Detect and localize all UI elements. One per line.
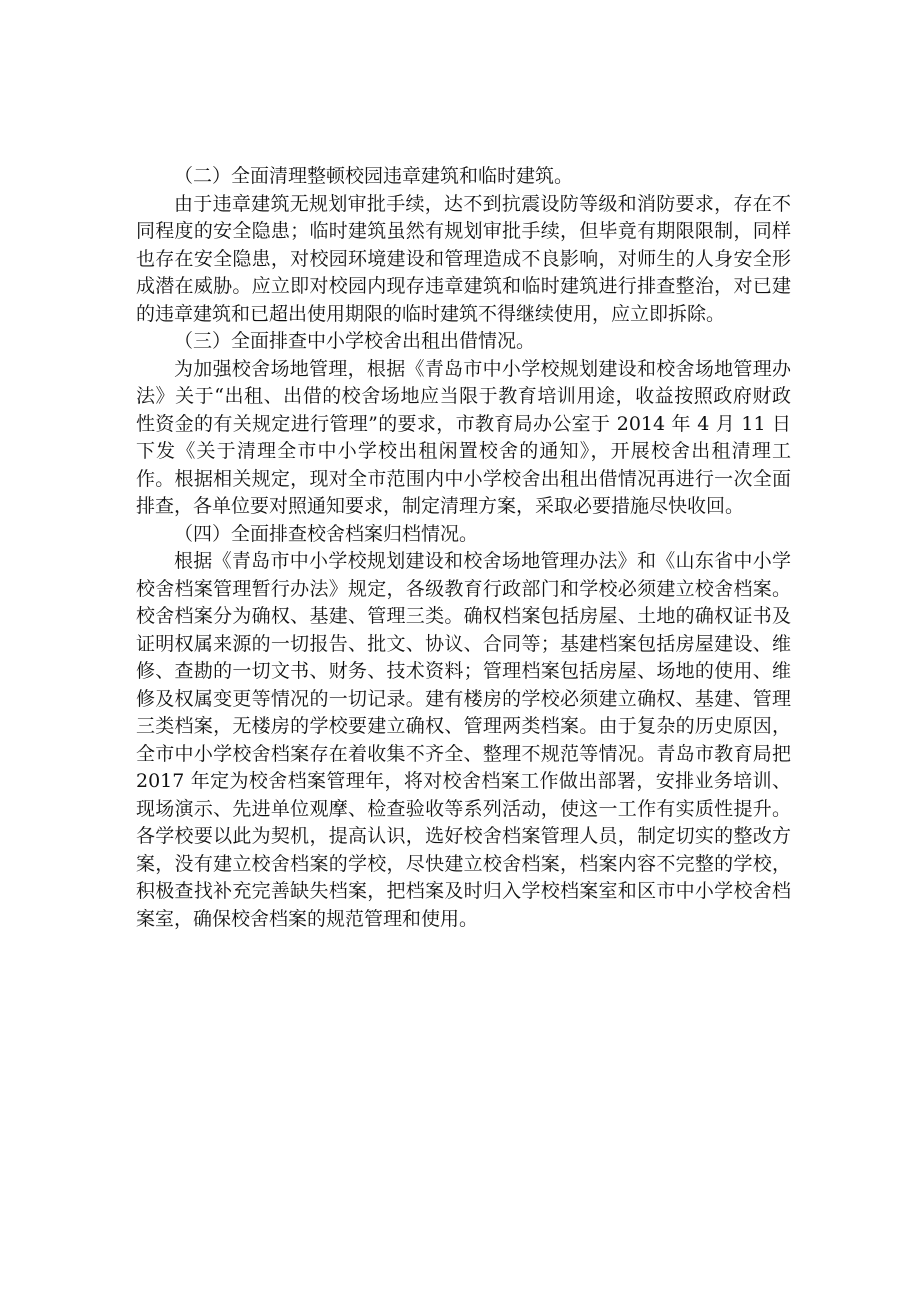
section-heading-3: （三）全面排查中小学校舍出租出借情况。 bbox=[174, 330, 536, 352]
section-body-2: 由于违章建筑无规划审批手续，达不到抗震设防等级和消防要求，存在不同程度的安全隐患；临时建筑虽然有规划审批手续，但毕竟有期限限制，同样也存在安全隐患，对校园环境建设和管理造成不良影响，对师生的人身安全形成潜在威胁。应立即对校园内现存违章建筑和临时建筑进行排查整治，对已建的违章建筑和已超出使用期限的临时建筑不得继续使用，应立即拆除。 bbox=[136, 192, 791, 325]
section-heading-2: （二）全面清理整顿校园违章建筑和临时建筑。 bbox=[174, 165, 574, 187]
document-body bbox=[136, 163, 791, 933]
section-body-4: 根据《青岛市中小学校规划建设和校舍场地管理办法》和《山东省中小学校舍档案管理暂行办法》规定，各级教育行政部门和学校必须建立校舍档案。校舍档案分为确权、基建、管理三类。确权档案包括房屋、土地的确权证书及证明权属来源的一切报告、批文、协议、合同等；基建档案包括房屋建设、维修、查勘的一切文书、财务、技术资料；管理档案包括房屋、场地的使用、维修及权属变更等情况的一切记录。建有楼房的学校必须建立确权、基建、管理三类档案，无楼房的学校要建立确权、管理两类档案。由于复杂的历史原因，全市中小学校舍档案存在着收集不齐全、整理不规范等情况。青岛市教育局把 2017 年定为校舍档案管理年，将对校舍档案工作做出部署，安排业务培训、现场演示、先进单位观摩、检查验收等系列活动，使这一工作有实质性提升。各学校要以此为契机，提高认识，选好校舍档案管理人员，制定切实的整改方案，没有建立校舍档案的学校，尽快建立校舍档案，档案内容不完整的学校，积极查找补充完善缺失档案，把档案及时归入学校档案室和区市中小学校舍档案室，确保校舍档案的规范管理和使用。 bbox=[136, 550, 791, 930]
section-heading-4: （四）全面排查校舍档案归档情况。 bbox=[174, 522, 479, 545]
section-body-3: 为加强校舍场地管理，根据《青岛市中小学校规划建设和校舍场地管理办法》关于“出租、出借的校舍场地应当限于教育培训用途，收益按照政府财政性资金的有关规定进行管理”的要求，市教育局办公室于 2014 年 4 月 11 日下发《关于清理全市中小学校出租闲置校舍的通知》，开展校舍出租清理工作。根据相关规定，现对全市范围内中小学校舍出租出借情况再进行一次全面排查，各单位要对照通知要求，制定清理方案，采取必要措施尽快收回。 bbox=[136, 357, 791, 517]
